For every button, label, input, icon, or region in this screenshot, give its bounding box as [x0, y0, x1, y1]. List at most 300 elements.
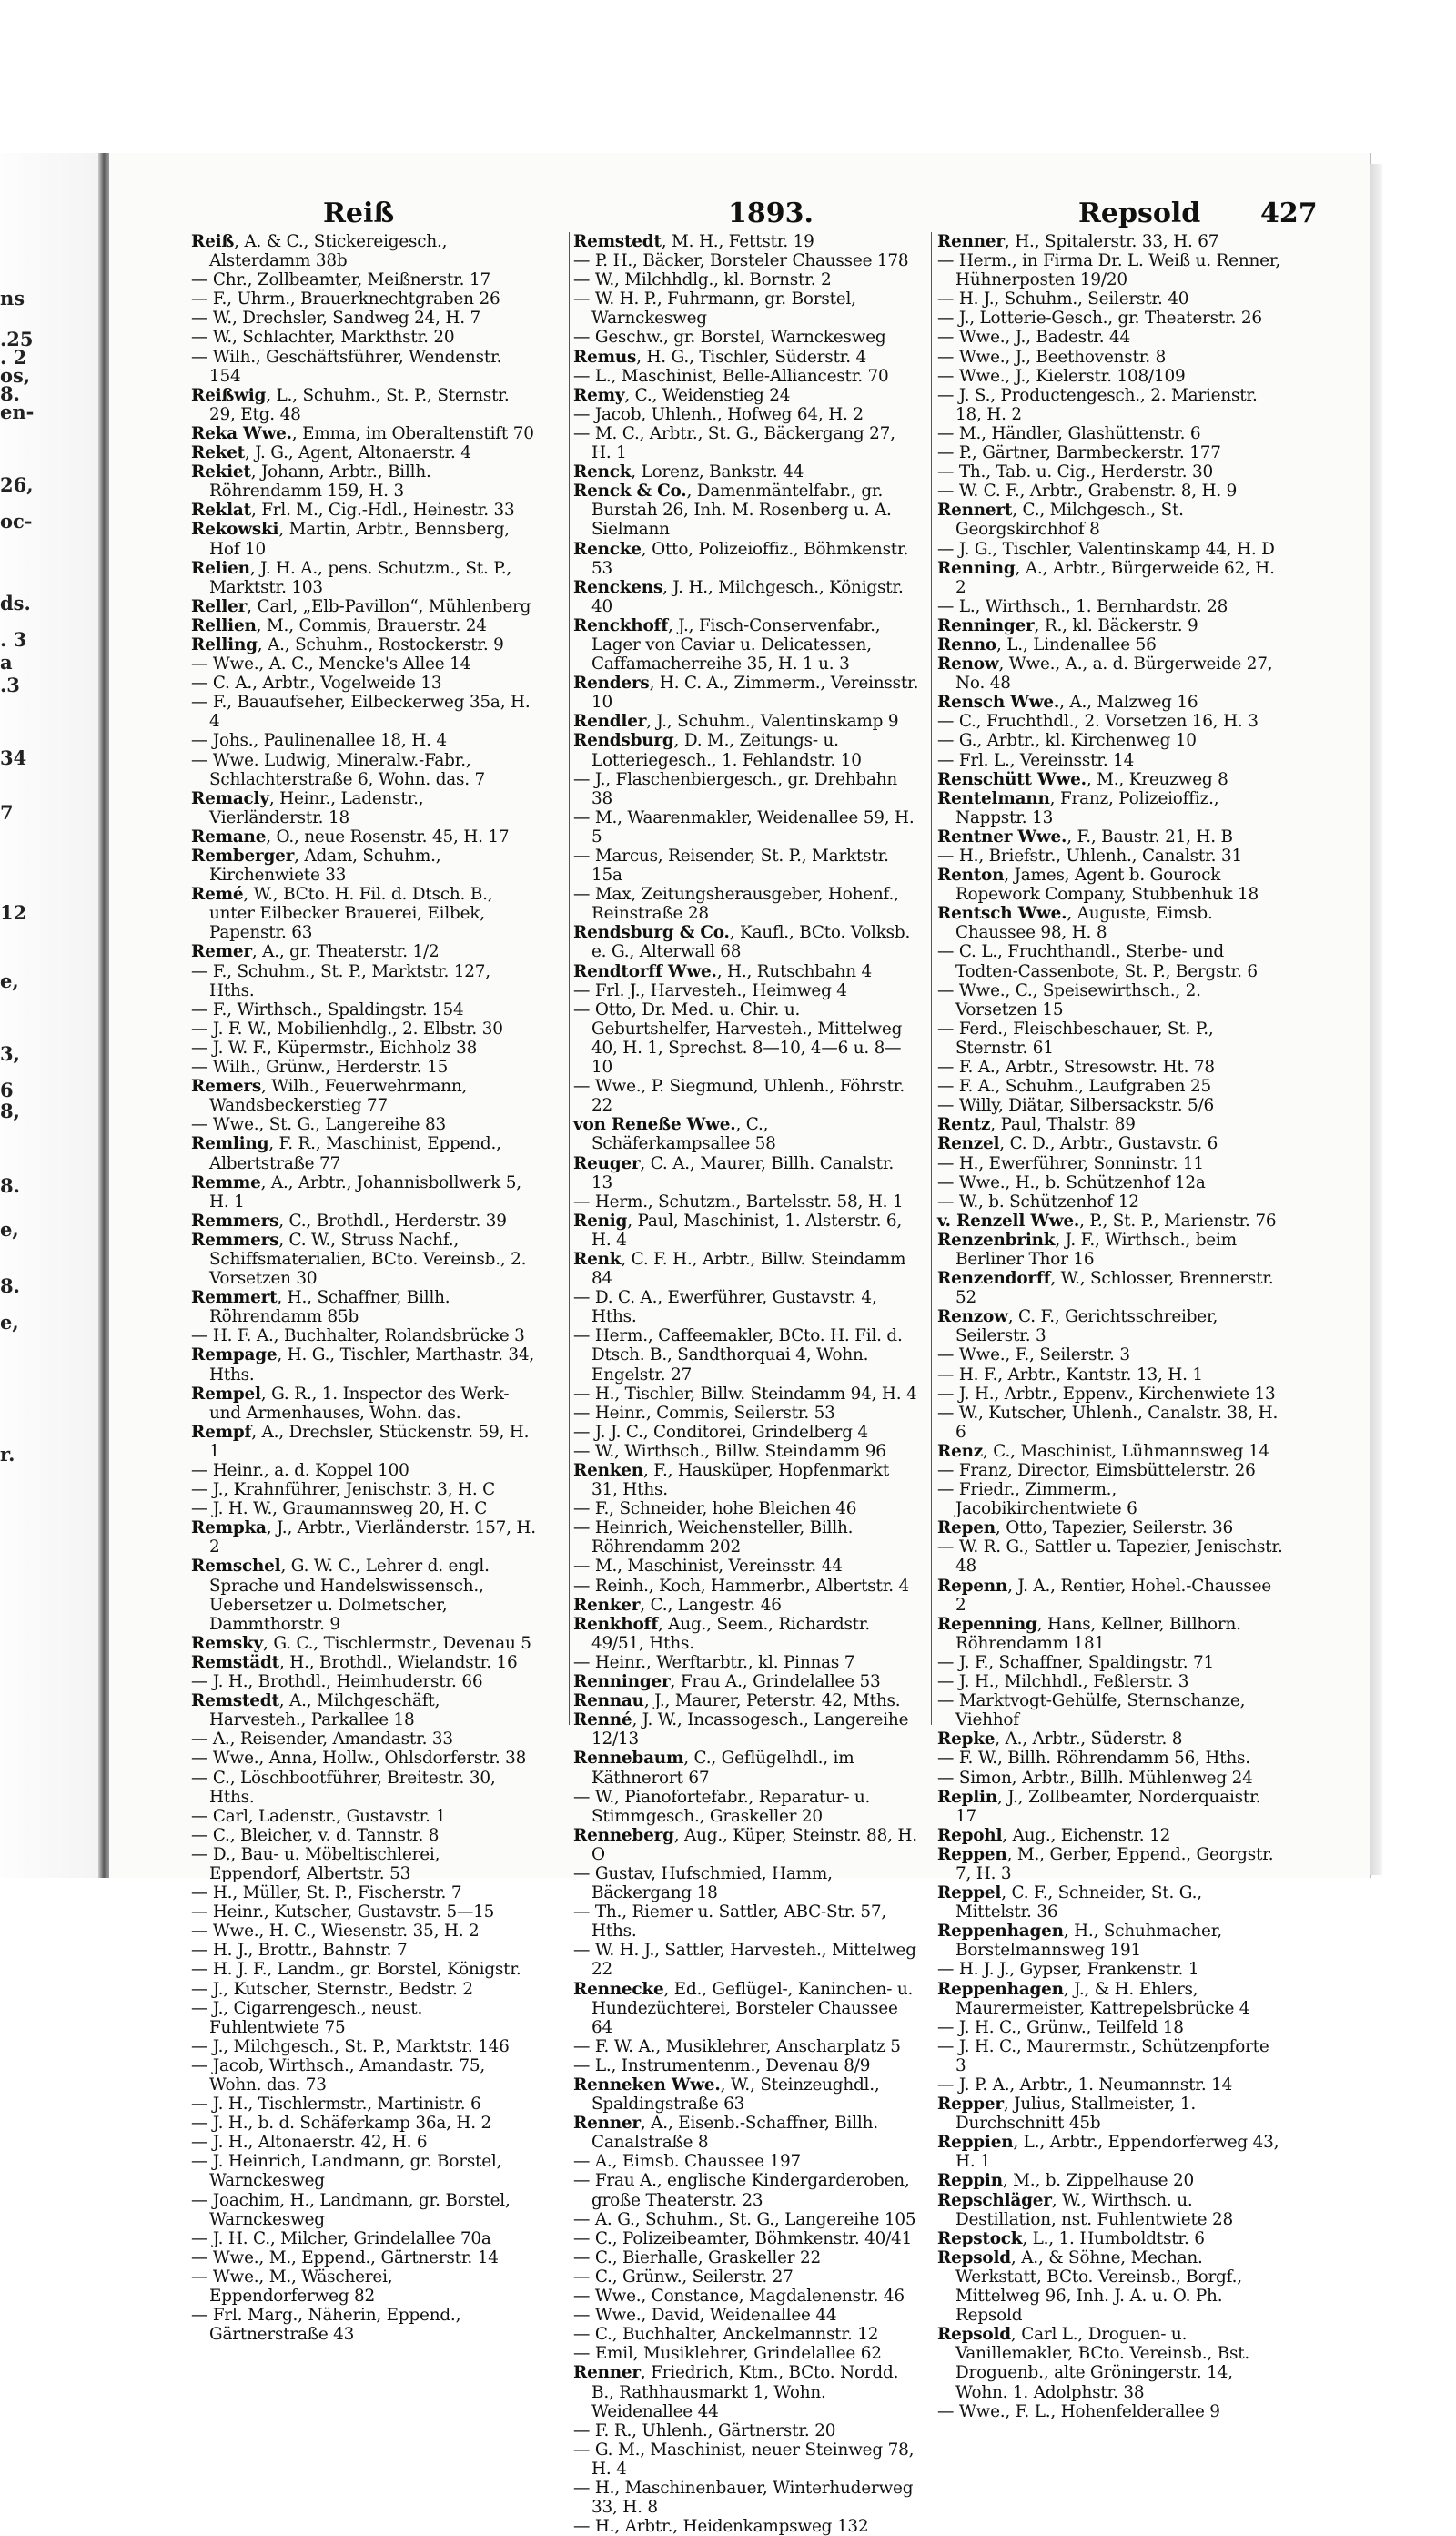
directory-entry: — Th., Riemer u. Sattler, ABC-Str. 57, Hths. — [573, 1902, 887, 1942]
directory-entry: Repsold, Carl L., Droguen- u. Vanillemakler, BCto. Vereinsb., Bst. Droguenb., alte Gröningerstr. 14, Wohn. 1. Adolphstr. 38 — [937, 2325, 1250, 2402]
directory-entry: — H., Arbtr., Heidenkampsweg 132 — [573, 2517, 869, 2536]
directory-entry: — Heinr., a. d. Koppel 100 — [191, 1461, 410, 1480]
directory-entry: — C. A., Arbtr., Vogelweide 13 — [191, 674, 442, 694]
entry-surname: Remstädt — [191, 1652, 279, 1672]
directory-entry: Rentsch Wwe., Auguste, Eimsb. Chaussee 98, H. 8 — [937, 904, 1213, 943]
directory-entry: — W. C. F., Arbtr., Grabenstr. 8, H. 9 — [937, 482, 1238, 502]
entry-surname: Reißwig — [191, 385, 267, 405]
directory-entry: Reppenhagen, H., Schuhmacher, Borstelmannsweg 191 — [937, 1922, 1222, 1961]
previous-page-fragment: 12 — [0, 901, 27, 924]
directory-entry: Rennau, J., Maurer, Peterstr. 42, Mths. — [573, 1691, 901, 1711]
directory-entry: — Franz, Director, Eimsbüttelerstr. 26 — [937, 1461, 1256, 1480]
directory-entry: Repenning, Hans, Kellner, Billhorn. Röhrendamm 181 — [937, 1614, 1241, 1653]
column-rule — [569, 232, 570, 1725]
entry-surname: Rekowski — [191, 520, 279, 540]
directory-entry: — J. H. C., Grünw., Teilfeld 18 — [937, 2017, 1184, 2037]
directory-entry: — J. H., Tischlermstr., Martinistr. 6 — [191, 2095, 481, 2115]
directory-entry: — F., Schuhm., St. P., Marktstr. 127, Hths. — [191, 961, 490, 1000]
directory-entry: — F., Bauaufseher, Eilbeckerweg 35a, H. 4 — [191, 693, 531, 732]
directory-entry: — H., Briefstr., Uhlenh., Canalstr. 31 — [937, 847, 1242, 866]
previous-page-fragment: .25 — [0, 328, 34, 350]
previous-page-fragment: 7 — [0, 801, 14, 824]
directory-entry: — J. F. W., Mobilienhdlg., 2. Elbstr. 30 — [191, 1019, 503, 1039]
directory-entry: — J. H., Brothdl., Heimhuderstr. 66 — [191, 1672, 483, 1692]
directory-entry: — Wwe., J., Beethovenstr. 8 — [937, 347, 1167, 367]
directory-entry: — Wwe., C., Speisewirthsch., 2. Vorsetzen 15 — [937, 980, 1201, 1019]
directory-entry: Rendler, J., Schuhm., Valentinskamp 9 — [573, 712, 899, 732]
directory-entry: — C., Polizeibeamter, Böhmkenstr. 40/41 — [573, 2228, 913, 2248]
directory-entry: — J. H. C., Milcher, Grindelallee 70a — [191, 2228, 491, 2248]
entry-surname: Rempage — [191, 1345, 278, 1365]
directory-entry: — Reinh., Koch, Hammerbr., Albertstr. 4 — [573, 1576, 910, 1596]
directory-entry: — H., Ewerführer, Sonninstr. 11 — [937, 1153, 1204, 1173]
directory-entry: Rentz, Paul, Thalstr. 89 — [937, 1115, 1136, 1135]
entry-surname: Renz — [937, 1441, 983, 1461]
directory-entry: Renck, Lorenz, Bankstr. 44 — [573, 462, 804, 482]
directory-entry: — Wwe., H. C., Wiesenstr. 35, H. 2 — [191, 1922, 480, 1942]
directory-entry: Renig, Paul, Maschinist, 1. Alsterstr. 6, H. 4 — [573, 1211, 903, 1250]
entry-surname: Renno — [937, 634, 996, 654]
previous-page-fragment: 8. — [0, 382, 20, 405]
directory-entry: — A., Eimsb. Chaussee 197 — [573, 2152, 802, 2172]
directory-entry: — Wwe., J., Kielerstr. 108/109 — [937, 366, 1186, 386]
directory-entry: Relling, A., Schuhm., Rostockerstr. 9 — [191, 634, 504, 654]
directory-entry: Rempka, J., Arbtr., Vierländerstr. 157, H. 2 — [191, 1518, 536, 1557]
directory-entry: — D., Bau- u. Möbeltischlerei, Eppendorf, Albertstr. 53 — [191, 1844, 440, 1883]
entry-surname: Renck — [573, 462, 632, 482]
directory-entry: Reppen, M., Gerber, Eppend., Georgstr. 7, H. 3 — [937, 1844, 1274, 1883]
directory-entry: — Gustav, Hufschmied, Hamm, Bäckergang 18 — [573, 1863, 833, 1903]
entry-surname: Remacly — [191, 788, 269, 808]
directory-entry: — Heinr., Kutscher, Gustavstr. 5—15 — [191, 1902, 495, 1922]
entry-surname: Renck & Co. — [573, 482, 687, 502]
entry-surname: Remberger — [191, 847, 295, 866]
directory-entry: — Wwe., St. G., Langereihe 83 — [191, 1115, 446, 1135]
directory-entry: — J., Lotterie-Gesch., gr. Theaterstr. 26 — [937, 309, 1262, 329]
entry-surname: Renzenbrink — [937, 1230, 1056, 1250]
directory-entry: — Otto, Dr. Med. u. Chir. u. Geburtshelfer, Harvesteh., Mittelweg 40, H. 1, Sprechst. 8—10, 4—6 u. 8—10 — [573, 999, 903, 1078]
directory-entry: — Marcus, Reisender, St. P., Marktstr. 15a — [573, 847, 889, 886]
directory-entry: Remstedt, A., Milchgeschäft, Harvestеh., Parkallee 18 — [191, 1691, 440, 1730]
directory-entry: Renow, Wwe., A., a. d. Bürgerweide 27, No. 48 — [937, 654, 1273, 694]
directory-entry: Renz, C., Maschinist, Lühmannsweg 14 — [937, 1441, 1269, 1461]
directory-entry: Rentelmann, Franz, Polizeioffiz., Nappstr. 13 — [937, 788, 1219, 827]
entry-surname: Remschel — [191, 1557, 281, 1577]
entry-surname: von Reneße Wwe. — [573, 1115, 736, 1135]
directory-entry: Renneken Wwe., W., Steinzeughdl., Spaldingstraße 63 — [573, 2075, 880, 2115]
directory-entry: Renzendorff, W., Schlosser, Brennerstr. 52 — [937, 1269, 1274, 1308]
directory-entry: — C. L., Fruchthandl., Sterbe- und Todten-Cassenbote, St. P., Bergstr. 6 — [937, 942, 1258, 981]
directory-entry: — Wwe., P. Siegmund, Uhlenh., Föhrstr. 22 — [573, 1077, 905, 1116]
entry-surname: Renow — [937, 654, 999, 675]
entry-surname: Repsold — [937, 2247, 1011, 2267]
directory-entry: — J. J. C., Conditorei, Grindelberg 4 — [573, 1422, 868, 1442]
directory-entry: Rensch Wwe., A., Malzweg 16 — [937, 693, 1198, 713]
entry-surname: Renton — [937, 866, 1005, 886]
directory-entry: — M. C., Arbtr., St. G., Bäckergang 27, H. 1 — [573, 423, 895, 463]
directory-entry: — J., Krahnführer, Jenischstr. 3, H. C — [191, 1480, 495, 1500]
directory-entry: — Ferd., Fleischbeschauer, St. P., Sternstr. 61 — [937, 1019, 1214, 1058]
directory-entry: — H. F. A., Buchhalter, Rolandsbrücke 3 — [191, 1326, 525, 1346]
directory-entry: v. Renzell Wwe., P., St. P., Marienstr. 76 — [937, 1211, 1277, 1231]
entry-surname: Rekiet — [191, 462, 251, 482]
directory-entry: — Wwe., M., Wäscherei, Eppendorferweg 82 — [191, 2267, 393, 2307]
entry-surname: Rentelmann — [937, 788, 1050, 808]
directory-entry: — W. H. P., Fuhrmann, gr. Borstel, Warnckesweg — [573, 289, 856, 329]
directory-entry: — C., Bleicher, v. d. Tannstr. 8 — [191, 1825, 440, 1845]
directory-entry: Rentner Wwe., F., Baustr. 21, H. B — [937, 827, 1233, 847]
directory-entry: Reißwig, L., Schuhm., St. P., Sternstr. 29, Etg. 48 — [191, 385, 510, 424]
directory-entry: Remacly, Heinr., Ladenstr., Vierländerstr. 18 — [191, 788, 424, 827]
entry-surname: Renner — [937, 232, 1005, 251]
directory-entry: — Wwe., David, Weidenallee 44 — [573, 2306, 837, 2326]
directory-entry: Renninger, R., kl. Bäckerstr. 9 — [937, 615, 1198, 635]
directory-entry: — C., Löschbootführer, Breitestr. 30, Hths. — [191, 1768, 496, 1807]
entry-surname: Remling — [191, 1134, 269, 1154]
directory-entry: — P., Gärtner, Barmbeckerstr. 177 — [937, 443, 1221, 463]
previous-page-fragment: 8. — [0, 1274, 20, 1297]
directory-entry: — Wwe., Anna, Hollw., Ohlsdorferstr. 38 — [191, 1749, 527, 1769]
directory-entry: Remus, H. G., Tischler, Süderstr. 4 — [573, 347, 867, 367]
previous-page-fragment: . 3 — [0, 628, 27, 651]
directory-entry: Remstedt, M. H., Fettstr. 19 — [573, 232, 814, 251]
page-number: 427 — [1260, 198, 1318, 229]
entry-surname: Repohl — [937, 1825, 1003, 1845]
previous-page-fragment: a — [0, 651, 13, 674]
directory-entry: — F. A., Schuhm., Laufgraben 25 — [937, 1077, 1211, 1097]
entry-surname: Rendsburg & Co. — [573, 923, 730, 943]
directory-entry: — F. W. A., Musiklehrer, Anscharplatz 5 — [573, 2036, 901, 2056]
previous-page-fragment: oc- — [0, 510, 33, 533]
directory-entry: Renner, A., Eisenb.-Schaffner, Billh. Canalstraße 8 — [573, 2114, 878, 2153]
directory-entry: Renck & Co., Damenmäntelfabr., gr. Burstah 26, Inh. M. Rosenberg u. A. Sielmann — [573, 482, 892, 540]
entry-surname: Replin — [937, 1787, 997, 1807]
directory-entry: Remling, F. R., Maschinist, Eppend., Albertstraße 77 — [191, 1134, 501, 1173]
previous-page-fragment: 34 — [0, 746, 27, 769]
directory-entry: Remsky, G. C., Tischlermstr., Devenau 5 — [191, 1633, 531, 1653]
entry-surname: Renneken Wwe. — [573, 2075, 721, 2095]
directory-entry: — M., Händler, Glashüttenstr. 6 — [937, 423, 1201, 443]
directory-entry: — Heinr., Werftarbtr., kl. Pinnas 7 — [573, 1652, 855, 1672]
directory-entry: Renders, H. C. A., Zimmerm., Vereinsstr. 10 — [573, 674, 919, 713]
entry-surname: Renker — [573, 1595, 641, 1615]
directory-entry: Renschütt Wwe., M., Kreuzweg 8 — [937, 769, 1228, 789]
entry-surname: Renzel — [937, 1134, 1000, 1154]
entry-surname: Renning — [937, 558, 1016, 578]
directory-entry: Renner, Friedrich, Ktm., BCto. Nordd. B., Rathhausmarkt 1, Wohn. Weidenallee 44 — [573, 2363, 899, 2421]
directory-entry: — Simon, Arbtr., Billh. Mühlenweg 24 — [937, 1768, 1253, 1788]
directory-entry: — F., Schneider, hohe Bleichen 46 — [573, 1499, 857, 1519]
entry-surname: Rendler — [573, 712, 647, 732]
directory-entry: Remé, W., BCto. H. Fil. d. Dtsch. B., unter Eilbecker Brauerei, Eilbek, Papenstr. 63 — [191, 885, 493, 943]
directory-entry: Rellien, M., Commis, Brauerstr. 24 — [191, 615, 487, 635]
directory-entry: Renkhoff, Aug., Seem., Richardstr. 49/51, Hths. — [573, 1614, 871, 1653]
entry-surname: Rennert — [937, 501, 1013, 521]
directory-entry: — Emil, Musiklehrer, Grindelallee 62 — [573, 2344, 882, 2364]
directory-entry: — W., Drechsler, Sandweg 24, H. 7 — [191, 309, 481, 329]
directory-entry: — Frau A., englische Kindergarderoben, große Theaterstr. 23 — [573, 2171, 910, 2210]
directory-entry: — J., Kutscher, Sternstr., Bedstr. 2 — [191, 1979, 473, 1999]
header-right-keyword: Repsold — [1078, 198, 1201, 229]
directory-entry: — Frl. J., Harvesteh., Heimweg 4 — [573, 980, 847, 1000]
directory-entry: Repenn, J. A., Rentier, Hohel.-Chaussee 2 — [937, 1576, 1271, 1615]
directory-entry: — D. C. A., Ewerführer, Gustavstr. 4, Hths. — [573, 1288, 877, 1327]
directory-entry: Renning, A., Arbtr., Bürgerweide 62, H. 2 — [937, 558, 1275, 597]
entry-surname: Rentner Wwe. — [937, 827, 1067, 847]
entry-surname: Remus — [573, 347, 637, 367]
directory-entry: Repke, A., Arbtr., Süderstr. 8 — [937, 1730, 1183, 1750]
directory-entry: — A. G., Schuhm., St. G., Langereihe 105 — [573, 2209, 916, 2229]
directory-entry: — L., Wirthsch., 1. Bernhardstr. 28 — [937, 596, 1228, 616]
directory-entry: Rempel, G. R., 1. Inspector des Werk- und Armenhauses, Wohn. das. — [191, 1384, 510, 1423]
entry-surname: Repstock — [937, 2228, 1023, 2248]
previous-page-fragment: e, — [0, 1218, 19, 1241]
directory-entry: — H. J. J., Gypser, Frankenstr. 1 — [937, 1960, 1199, 1980]
directory-entry: — Jacob, Uhlenh., Hofweg 64, H. 2 — [573, 404, 864, 424]
directory-entry: — L., Instrumentenm., Devenau 8/9 — [573, 2055, 871, 2075]
directory-entry: — M., Waarenmakler, Weidenallee 59, H. 5 — [573, 807, 915, 847]
directory-entry: — L., Maschinist, Belle-Alliancestr. 70 — [573, 366, 889, 386]
entry-surname: Reiß — [191, 232, 235, 251]
directory-entry: — Wwe., F., Seilerstr. 3 — [937, 1345, 1130, 1365]
entry-surname: Reller — [191, 596, 248, 616]
entry-surname: Rennecke — [573, 1979, 664, 1999]
directory-entry: — W., Kutscher, Uhlenh., Canalstr. 38, H. 6 — [937, 1403, 1279, 1442]
previous-page-fragment: 6 — [0, 1079, 14, 1101]
directory-entry: — Heinrich, Weichensteller, Billh. Röhrendamm 202 — [573, 1518, 854, 1557]
entry-surname: Repschläger — [937, 2190, 1052, 2210]
directory-entry: — J. H. W., Graumannsweg 20, H. C — [191, 1499, 488, 1519]
directory-entry: — Frl. L., Vereinsstr. 14 — [937, 750, 1135, 770]
entry-surname: Rentsch Wwe. — [937, 904, 1067, 924]
entry-surname: Renckhoff — [573, 615, 668, 635]
directory-entry: Rencke, Otto, Polizeioffiz., Böhmkenstr. 53 — [573, 539, 909, 578]
directory-entry: — W. H. J., Sattler, Harvesteh., Mittelweg 22 — [573, 1941, 916, 1980]
entry-surname: Rensch Wwe. — [937, 693, 1060, 713]
previous-page-fragment: ds. — [0, 592, 31, 614]
directory-entry: — Wwe., M., Eppend., Gärtnerstr. 14 — [191, 2247, 499, 2267]
directory-entry: — Herm., Schutzm., Bartelsstr. 58, H. 1 — [573, 1192, 904, 1212]
directory-entry: — A., Reisender, Amandastr. 33 — [191, 1730, 453, 1750]
entry-surname: Renig — [573, 1211, 628, 1231]
entry-surname: Rendtorff Wwe. — [573, 961, 717, 981]
directory-column-1 — [191, 232, 537, 2344]
directory-entry: Rekowski, Martin, Arbtr., Bennsberg, Hof 10 — [191, 520, 510, 559]
directory-entry: Reppel, C. F., Schneider, St. G., Mittelstr. 36 — [937, 1883, 1202, 1922]
entry-surname: Rempel — [191, 1384, 261, 1404]
entry-surname: Repenning — [937, 1614, 1037, 1634]
directory-entry: — Joachim, H., Landmann, gr. Borstel, Warnckesweg — [191, 2190, 511, 2229]
directory-entry: — W., Pianofortefabr., Reparatur- u. Stimmgesch., Graskeller 20 — [573, 1787, 871, 1826]
directory-entry: — J. G., Tischler, Valentinskamp 44, H. D — [937, 539, 1275, 559]
directory-entry: Reket, J. G., Agent, Altonaerstr. 4 — [191, 443, 471, 463]
directory-column-3 — [937, 232, 1283, 2421]
previous-page-fragment: 26, — [0, 473, 34, 496]
entry-surname: Repper — [937, 2095, 1004, 2115]
directory-entry: — P. H., Bäcker, Borsteler Chaussee 178 — [573, 251, 909, 271]
directory-entry: Reller, Carl, „Elb-Pavillon“, Mühlenberg — [191, 596, 531, 616]
directory-entry: — H. F., Arbtr., Kantstr. 13, H. 1 — [937, 1364, 1203, 1385]
directory-entry: — Th., Tab. u. Cig., Herderstr. 30 — [937, 462, 1214, 482]
directory-entry: Renken, F., Hausküper, Hopfenmarkt 31, Hths. — [573, 1461, 890, 1500]
directory-entry: — H. J. F., Landm., gr. Borstel, Königstr. — [191, 1960, 521, 1980]
entry-surname: Relien — [191, 558, 250, 578]
entry-surname: Reppenhagen — [937, 1979, 1064, 1999]
entry-surname: Renzow — [937, 1307, 1008, 1327]
entry-surname: Remers — [191, 1077, 261, 1097]
directory-entry: Repstock, L., 1. Humboldtstr. 6 — [937, 2228, 1205, 2248]
directory-entry: — Jacob, Wirthsch., Amandastr. 75, Wohn. das. 73 — [191, 2055, 486, 2095]
entry-surname: Reklat — [191, 501, 251, 521]
directory-entry: Remy, C., Weidenstieg 24 — [573, 385, 791, 405]
directory-entry: Renzow, C. F., Gerichtsschreiber, Seilerstr. 3 — [937, 1307, 1218, 1346]
entry-surname: Rempf — [191, 1422, 252, 1442]
entry-surname: Rempka — [191, 1518, 267, 1538]
book-gutter — [98, 153, 109, 1878]
directory-entry: — Wwe. Ludwig, Mineralw.-Fabr., Schlachterstraße 6, Wohn. das. 7 — [191, 750, 486, 789]
entry-surname: Renk — [573, 1249, 622, 1269]
entry-surname: Remy — [573, 385, 625, 405]
directory-entry: — C., Buchhalter, Anckelmannstr. 12 — [573, 2325, 879, 2345]
directory-entry: — Willy, Diätar, Silbersackstr. 5/6 — [937, 1096, 1215, 1116]
directory-entry: Reuger, C. A., Maurer, Billh. Canalstr. 13 — [573, 1153, 895, 1192]
directory-entry: Renner, H., Spitalerstr. 33, H. 67 — [937, 232, 1219, 251]
directory-entry: Remme, A., Arbtr., Johannisbollwerk 5, H. 1 — [191, 1172, 521, 1212]
entry-surname: Reuger — [573, 1153, 641, 1173]
entry-surname: Remmert — [191, 1288, 278, 1308]
directory-entry: Repohl, Aug., Eichenstr. 12 — [937, 1825, 1171, 1845]
entry-surname: Repsold — [937, 2325, 1011, 2345]
directory-entry: von Reneße Wwe., C., Schäferkampsallee 58 — [573, 1115, 776, 1154]
directory-entry: Remers, Wilh., Feuerwehrmann, Wandsbeckerstieg 77 — [191, 1077, 468, 1116]
previous-page-fragment: 8. — [0, 1174, 20, 1197]
directory-entry: — F. R., Uhlenh., Gärtnerstr. 20 — [573, 2420, 836, 2440]
entry-surname: Rencke — [573, 539, 642, 559]
entry-surname: Rennau — [573, 1691, 644, 1711]
entry-surname: Remer — [191, 942, 252, 962]
directory-entry: — Marktvogt-Gehülfe, Sternschanze, Viehhof — [937, 1691, 1246, 1730]
directory-entry: Remmert, H., Schaffner, Billh. Röhrendamm 85b — [191, 1288, 450, 1327]
directory-entry: Replin, J., Zollbeamter, Norderquaistr. 17 — [937, 1787, 1261, 1826]
entry-surname: Repen — [937, 1518, 996, 1538]
directory-entry: — Herm., in Firma Dr. L. Weiß u. Renner, Hühnerposten 19/20 — [937, 251, 1281, 290]
directory-entry: Renckhoff, J., Fisch-Conservenfabr., Lager von Caviar u. Delicatessen, Caffamacherreihe 35, H. 1 u. 3 — [573, 615, 881, 675]
previous-page-fragment: e, — [0, 1311, 19, 1334]
directory-entry: — W., b. Schützenhof 12 — [937, 1192, 1139, 1212]
directory-entry: Remstädt, H., Brothdl., Wielandstr. 16 — [191, 1652, 518, 1672]
directory-entry: Rendtorff Wwe., H., Rutschbahn 4 — [573, 961, 872, 981]
directory-entry: Rempf, A., Drechsler, Stückenstr. 59, H. 1 — [191, 1422, 530, 1461]
directory-entry: Relien, J. H. A., pens. Schutzm., St. P., Marktstr. 103 — [191, 558, 512, 597]
entry-surname: Renninger — [573, 1672, 671, 1692]
previous-page-fragment: .3 — [0, 674, 20, 696]
header-year: 1893. — [728, 198, 814, 229]
entry-surname: Remme — [191, 1172, 261, 1192]
directory-entry: Reklat, Frl. M., Cig.-Hdl., Heinestr. 33 — [191, 501, 515, 521]
directory-entry: — C., Bierhalle, Graskeller 22 — [573, 2247, 822, 2267]
entry-surname: Repenn — [937, 1576, 1008, 1596]
entry-surname: Renninger — [937, 615, 1035, 635]
directory-entry: Rekiet, Johann, Arbtr., Billh. Röhrendamm 159, H. 3 — [191, 462, 431, 502]
entry-surname: Remstedt — [573, 232, 662, 251]
entry-surname: Remmers — [191, 1211, 279, 1231]
directory-entry: — J. H., Milchhdl., Feßlerstr. 3 — [937, 1672, 1189, 1692]
directory-entry: — J. F., Schaffner, Spaldingstr. 71 — [937, 1652, 1214, 1672]
directory-entry: — H. J., Brottr., Bahnstr. 7 — [191, 1941, 408, 1961]
directory-entry: — Frl. Marg., Näherin, Eppend., Gärtnerstraße 43 — [191, 2306, 461, 2345]
entry-surname: Reppin — [937, 2171, 1003, 2191]
directory-column-2 — [573, 232, 919, 2536]
directory-entry: Reppien, L., Arbtr., Eppendorferweg 43, H. 1 — [937, 2133, 1279, 2172]
entry-surname: Reppien — [937, 2133, 1014, 2153]
entry-surname: Reket — [191, 443, 245, 463]
directory-entry: Renker, C., Langestr. 46 — [573, 1595, 782, 1615]
directory-entry: Rennecke, Ed., Geflügel-, Kaninchen- u. Hundezüchterei, Borsteler Chaussee 64 — [573, 1979, 914, 2037]
entry-surname: Remstedt — [191, 1691, 279, 1711]
directory-entry: — Max, Zeitungsherausgeber, Hohenf., Reinstraße 28 — [573, 885, 899, 924]
entry-surname: Relling — [191, 634, 258, 654]
previous-page-fragment: e, — [0, 969, 19, 992]
entry-surname: v. Renzell Wwe. — [937, 1211, 1080, 1231]
directory-entry: — F. A., Arbtr., Stresowstr. Ht. 78 — [937, 1058, 1215, 1078]
entry-surname: Renkhoff — [573, 1614, 658, 1634]
entry-surname: Renné — [573, 1710, 632, 1730]
entry-surname: Renckens — [573, 577, 663, 597]
directory-entry: — J. P. A., Arbtr., 1. Neumannstr. 14 — [937, 2075, 1233, 2095]
directory-entry: Repschläger, W., Wirthsch. u. Destillation, nst. Fuhlentwiete 28 — [937, 2190, 1233, 2229]
directory-entry: Renzel, C. D., Arbtr., Gustavstr. 6 — [937, 1134, 1218, 1154]
page-edge — [1370, 164, 1382, 1875]
directory-entry: Rempage, H. G., Tischler, Marthastr. 34, Hths. — [191, 1345, 535, 1385]
directory-entry: — Chr., Zollbeamter, Meißnerstr. 17 — [191, 270, 490, 290]
directory-entry: — J., Cigarrengesch., neust. Fuhlentwiete 75 — [191, 1998, 423, 2037]
directory-entry: — G., Arbtr., kl. Kirchenweg 10 — [937, 731, 1197, 751]
directory-entry: — Friedr., Zimmerm., Jacobikirchentwiete 6 — [937, 1480, 1138, 1519]
directory-entry: — F. W., Billh. Röhrendamm 56, Hths. — [937, 1749, 1250, 1769]
entry-surname: Reppel — [937, 1883, 1002, 1903]
entry-surname: Reka Wwe. — [191, 423, 292, 443]
directory-entry: Remschel, G. W. C., Lehrer d. engl. Sprache und Handelswissensch., Uebersetzer u. Dolmetscher, Dammthorstr. 9 — [191, 1557, 490, 1634]
directory-entry: — W., Wirthsch., Billw. Steindamm 96 — [573, 1441, 886, 1461]
directory-entry: — Wwe., H., b. Schützenhof 12a — [937, 1172, 1206, 1192]
directory-entry: Repen, Otto, Tapezier, Seilerstr. 36 — [937, 1518, 1234, 1538]
directory-entry: Renk, C. F. H., Arbtr., Billw. Steindamm 84 — [573, 1249, 906, 1289]
directory-entry: — Geschw., gr. Borstel, Warnckesweg — [573, 328, 886, 348]
previous-page-fragment: 8, — [0, 1100, 20, 1122]
directory-entry: — H. J., Schuhm., Seilerstr. 40 — [937, 289, 1189, 309]
previous-page-fragment: . 2 — [0, 346, 27, 369]
directory-entry: — J. H., Arbtr., Eppenv., Kirchenwiete 13 — [937, 1384, 1276, 1404]
directory-entry: Remberger, Adam, Schuhm., Kirchenwiete 33 — [191, 847, 441, 886]
entry-surname: Remé — [191, 885, 244, 905]
entry-surname: Renzendorff — [937, 1269, 1051, 1289]
entry-surname: Remane — [191, 827, 267, 847]
entry-surname: Rendsburg — [573, 731, 674, 751]
directory-entry: Renckens, J. H., Milchgesch., Königstr. 40 — [573, 577, 904, 616]
directory-entry: Repper, Julius, Stallmeister, 1. Durchschnitt 45b — [937, 2095, 1196, 2134]
entry-surname: Rennebaum — [573, 1749, 684, 1769]
directory-entry: Renneberg, Aug., Küper, Steinstr. 88, H. O — [573, 1825, 917, 1864]
directory-entry: — J., Milchgesch., St. P., Marktstr. 146 — [191, 2036, 510, 2056]
directory-entry: Reppenhagen, J., & H. Ehlers, Maurermeister, Kattrepelsbrücke 4 — [937, 1979, 1250, 2018]
directory-entry: — M., Maschinist, Vereinsstr. 44 — [573, 1557, 843, 1577]
directory-entry: — F., Wirthsch., Spaldingstr. 154 — [191, 999, 464, 1019]
directory-entry: Remmers, C. W., Struss Nachf., Schiffsmaterialien, BCto. Vereinsb., 2. Vorsetzen 30 — [191, 1230, 527, 1289]
directory-entry: Renton, James, Agent b. Gourock Ropework Company, Stubbenhuk 18 — [937, 866, 1259, 905]
entry-surname: Renneberg — [573, 1825, 674, 1845]
directory-entry: — Wilh., Grünw., Herderstr. 15 — [191, 1058, 449, 1078]
entry-surname: Remsky — [191, 1633, 264, 1653]
